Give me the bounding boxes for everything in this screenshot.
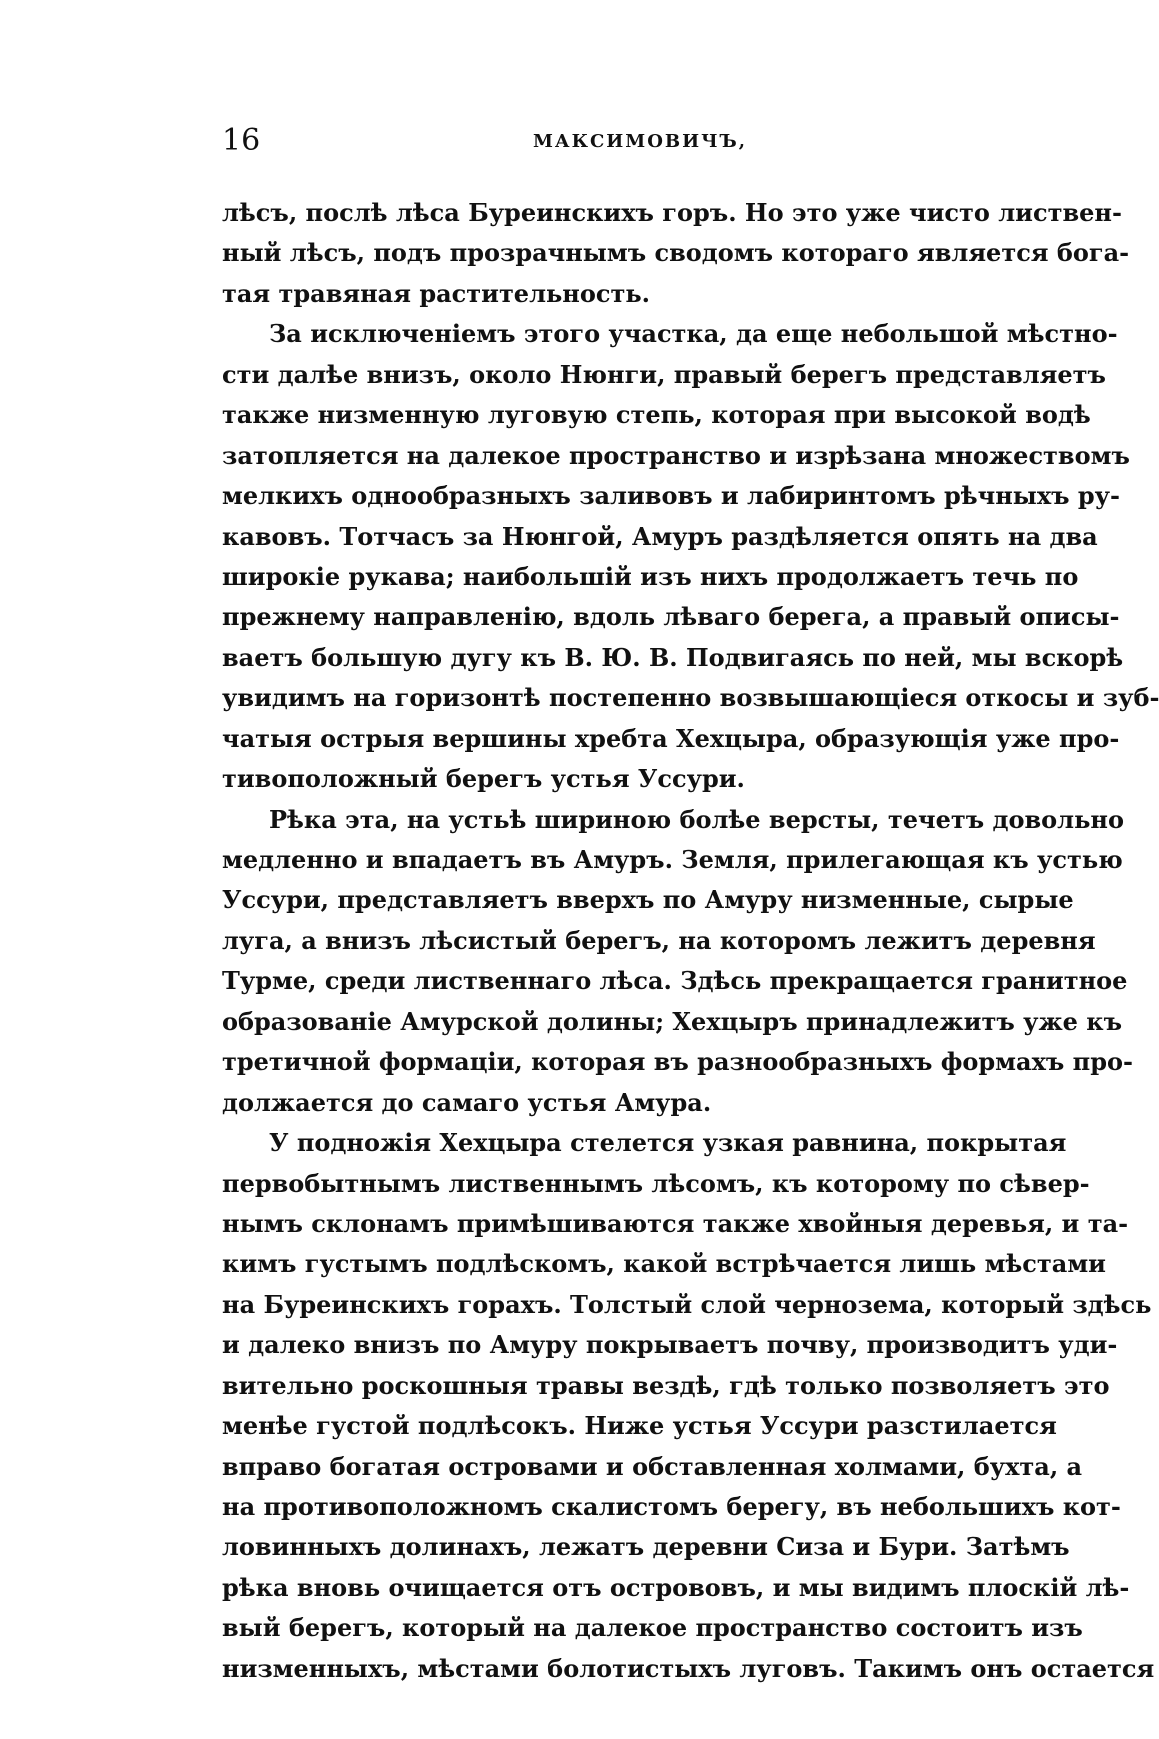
text-line: на противоположномъ скалистомъ берегу, въ небольшихъ кот- <box>222 1492 1121 1521</box>
text-line: рѣка вновь очищается отъ острововъ, и мы видимъ плоскій лѣ- <box>222 1572 1130 1602</box>
text-line: луга, а внизъ лѣсистый берегъ, на которомъ лежитъ деревня <box>222 925 1096 955</box>
text-line: мелкихъ однообразныхъ заливовъ и лабиринтомъ рѣчныхъ ру- <box>222 481 1121 511</box>
text-line: третичной формаціи, которая въ разнообразныхъ формахъ про- <box>222 1047 1133 1077</box>
text-line: За исключеніемъ этого участка, да еще небольшой мѣстно- <box>269 319 1118 349</box>
body-text <box>222 193 1159 1689</box>
paragraph-2 <box>222 314 1159 799</box>
text-line: менѣе густой подлѣсокъ. Ниже устья Уссури разстилается <box>222 1411 1057 1441</box>
text-line: ваетъ большую дугу къ В. Ю. В. Подвигаясь по ней, мы вскорѣ <box>222 642 1124 672</box>
text-line: Рѣка эта, на устьѣ шириною болѣе версты, течетъ довольно <box>269 804 1124 834</box>
text-line: кавовъ. Тотчасъ за Нюнгой, Амуръ раздѣляется опять на два <box>222 521 1098 551</box>
text-line: прежнему направленію, вдоль лѣваго берега, а правый описы- <box>222 602 1120 632</box>
text-line: также низменную луговую степь, которая при высокой водѣ <box>222 400 1091 430</box>
text-line: вправо богатая островами и обставленная холмами, бухта, а <box>222 1451 1083 1481</box>
text-line: и далеко внизъ по Амуру покрываетъ почву, производитъ уди- <box>222 1330 1118 1360</box>
text-line: Турме, среди лиственнаго лѣса. Здѣсь прекращается гранитное <box>222 966 1128 996</box>
text-line: нымъ склонамъ примѣшиваются также хвойныя деревья, и та- <box>222 1208 1129 1238</box>
text-line: широкіе рукава; наибольшій изъ нихъ продолжаетъ течь по <box>222 561 1079 591</box>
text-line: Уссури, представляетъ вверхъ по Амуру низменные, сырые <box>222 885 1074 915</box>
running-head: МАКСИМОВИЧЪ, <box>533 131 748 152</box>
text-line: тивоположный берегъ устья Уссури. <box>222 764 745 794</box>
text-line: тая травяная растительность. <box>222 278 650 308</box>
text-line: лѣсъ, послѣ лѣса Буреинскихъ горъ. Но это уже чисто листвен- <box>222 198 1122 227</box>
text-line: сти далѣе внизъ, около Нюнги, правый берегъ представляетъ <box>222 359 1106 389</box>
text-line: медленно и впадаетъ въ Амуръ. Земля, прилегающая къ устью <box>222 845 1123 874</box>
text-line: ный лѣсъ, подъ прозрачнымъ сводомъ котораго является бога- <box>222 238 1130 268</box>
paragraph-1 <box>222 193 1130 314</box>
text-line: ловинныхъ долинахъ, лежатъ деревни Сиза и Бури. Затѣмъ <box>222 1532 1070 1562</box>
text-line: образованіе Амурской долины; Хехцыръ принадлежитъ уже къ <box>222 1006 1123 1036</box>
text-line: увидимъ на горизонтѣ постепенно возвышающіеся откосы и зуб- <box>222 683 1159 713</box>
text-line: низменныхъ, мѣстами болотистыхъ луговъ. Такимъ онъ остается <box>222 1653 1155 1683</box>
text-line: чатыя острыя вершины хребта Хехцыра, образующія уже про- <box>222 723 1120 753</box>
page-number: 16 <box>222 123 261 158</box>
paragraph-4 <box>222 1123 1155 1689</box>
text-line: должается до самаго устья Амура. <box>222 1087 712 1117</box>
text-line: кимъ густымъ подлѣскомъ, какой встрѣчается лишь мѣстами <box>222 1249 1106 1279</box>
text-line: затопляется на далекое пространство и изрѣзана множествомъ <box>222 440 1130 470</box>
paragraph-3 <box>222 800 1133 1124</box>
text-line: на Буреинскихъ горахъ. Толстый слой чернозема, который здѣсь <box>222 1289 1152 1319</box>
text-line: вительно роскошныя травы вездѣ, гдѣ только позволяетъ это <box>222 1370 1110 1400</box>
text-line: вый берегъ, который на далекое пространство состоитъ изъ <box>222 1613 1083 1643</box>
text-line: У подножія Хехцыра стелется узкая равнина, покрытая <box>269 1128 1067 1158</box>
text-line: первобытнымъ лиственнымъ лѣсомъ, къ которому по сѣвер- <box>222 1168 1090 1198</box>
